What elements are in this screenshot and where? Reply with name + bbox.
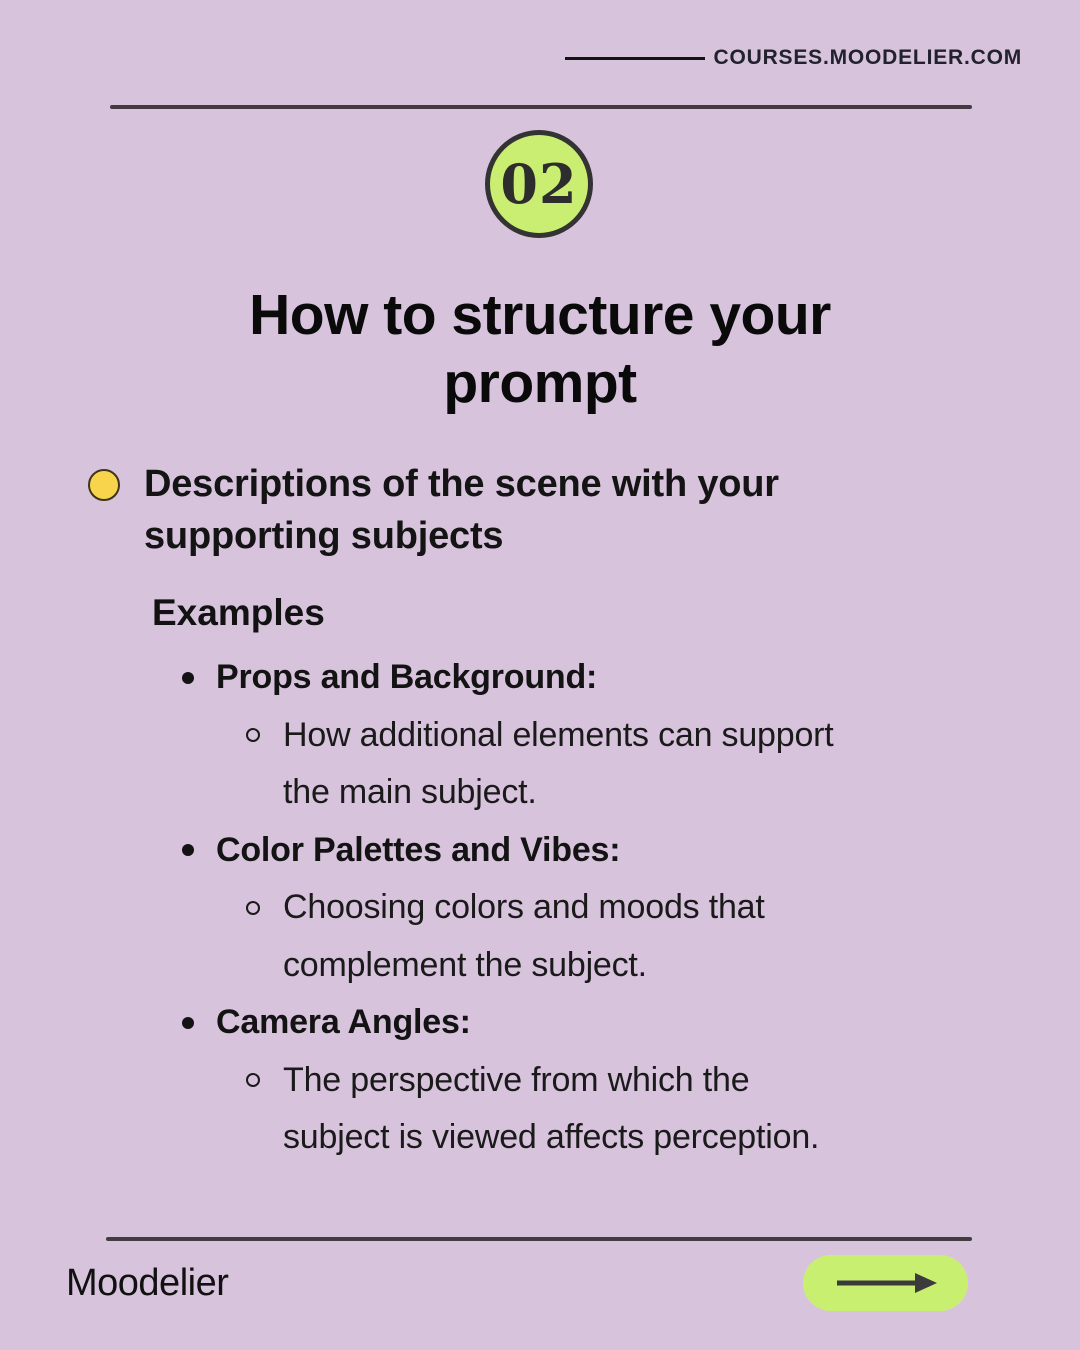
course-url: COURSES.MOODELIER.COM	[713, 46, 1022, 69]
list-item-detail	[0, 937, 1020, 995]
bottom-divider	[106, 1237, 972, 1241]
list-item-label: Props and Background:	[216, 658, 598, 697]
main-point-line-1: Descriptions of the scene with your	[144, 463, 779, 505]
list-item	[0, 994, 1020, 1052]
list-item-detail	[0, 1109, 1020, 1167]
hollow-bullet-icon	[246, 728, 260, 742]
hollow-bullet-icon	[246, 1073, 260, 1087]
list-item	[0, 822, 1020, 880]
list-item-detail	[0, 764, 1020, 822]
list-item-detail	[0, 879, 1020, 937]
detail-text: subject is viewed affects perception.	[283, 1118, 820, 1157]
header-accent-line	[565, 57, 705, 60]
page-title-line-1: How to structure your	[249, 283, 831, 347]
hollow-bullet-icon	[246, 901, 260, 915]
yellow-dot-icon	[88, 469, 120, 501]
detail-text: The perspective from which the	[283, 1060, 750, 1099]
detail-text: the main subject.	[283, 773, 537, 812]
brand-logo: Moodelier	[66, 1262, 229, 1304]
solid-bullet-icon	[182, 672, 194, 684]
arrow-right-icon	[831, 1269, 941, 1297]
list-item-label: Color Palettes and Vibes:	[216, 830, 621, 869]
examples-list	[0, 649, 1020, 1167]
list-item-label: Camera Angles:	[216, 1003, 471, 1042]
list-item	[0, 649, 1020, 707]
solid-bullet-icon	[182, 844, 194, 856]
top-divider	[110, 105, 972, 109]
next-slide-button[interactable]	[803, 1255, 968, 1311]
detail-text: complement the subject.	[283, 945, 647, 984]
slide-number: 02	[500, 152, 578, 216]
solid-bullet-icon	[182, 1017, 194, 1029]
main-point-line-2: supporting subjects	[144, 515, 504, 557]
slide-number-badge	[485, 130, 593, 238]
detail-text: How additional elements can support	[283, 715, 834, 754]
examples-heading: Examples	[152, 592, 325, 633]
list-item-detail	[0, 707, 1020, 765]
page-title-line-2: prompt	[443, 351, 637, 415]
list-item-detail	[0, 1052, 1020, 1110]
main-point	[144, 458, 924, 562]
page-title	[0, 281, 1080, 417]
detail-text: Choosing colors and moods that	[283, 888, 765, 927]
